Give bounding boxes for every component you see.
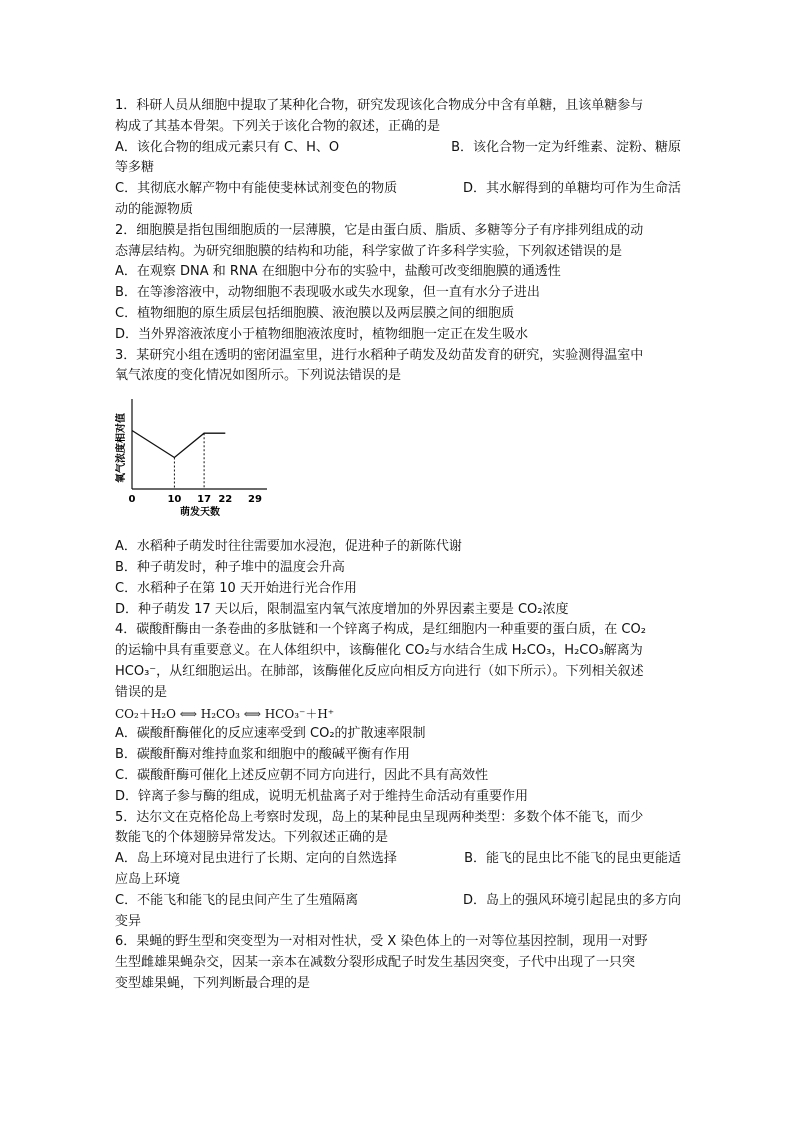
q4-equation: CO₂＋H₂O ⟺ H₂CO₃ ⟺ HCO₃⁻＋H⁺	[115, 706, 335, 721]
q2-option-b: B．在等渗溶液中，动物细胞不表现吸水或失水现象，但一直有水分子进出	[115, 285, 540, 301]
q3-option-b: B．种子萌发时，种子堆中的温度会升高	[115, 559, 345, 575]
q6-stem-line-2: 生型雌雄果蝇杂交，因某一亲本在减数分裂形成配子时发生基因突变，子代中出现了一只突	[115, 955, 636, 971]
q2-option-a: A．在观察 DNA 和 RNA 在细胞中分布的实验中，盐酸可改变细胞膜的通透性	[115, 264, 561, 280]
q4-stem-line-1: 4．碳酸酐酶由一条卷曲的多肽链和一个锌离子构成，是红细胞内一种重要的蛋白质，在 CO₂	[115, 622, 646, 638]
q2-option-c: C．植物细胞的原生质层包括细胞膜、液泡膜以及两层膜之间的细胞质	[115, 305, 515, 321]
q5-stem-line-2: 数能飞的个体翅膀异常发达。下列叙述正确的是	[115, 830, 389, 846]
question-2	[115, 221, 681, 346]
question-4	[115, 620, 681, 807]
chart-series-line	[132, 431, 225, 458]
q5-option-b-cont: 应岛上环境	[115, 871, 181, 887]
q4-option-a: A．碳酸酐酶催化的反应速率受到 CO₂的扩散速率限制	[115, 726, 426, 742]
q2-stem-line-2: 态薄层结构。为研究细胞膜的结构和功能，科学家做了许多科学实验，下列叙述错误的是	[115, 243, 623, 259]
oxygen-chart	[115, 393, 275, 523]
q1-options-cd	[115, 179, 681, 200]
q4-stem-line-4: 错误的是	[115, 684, 168, 700]
q4-option-c: C．碳酸酐酶可催化上述反应朝不同方向进行，因此不具有高效性	[115, 767, 489, 783]
q2-stem-line-1: 2．细胞膜是指包围细胞质的一层薄膜，它是由蛋白质、脂质、多糖等分子有序排列组成的动	[115, 222, 644, 238]
q3-stem-line-1: 3．某研究小组在透明的密闭温室里，进行水稻种子萌发及幼苗发育的研究，实验测得温室中	[115, 347, 644, 363]
q3-option-c: C．水稻种子在第 10 天开始进行光合作用	[115, 580, 357, 596]
q5-options-ab	[115, 849, 681, 870]
q6-stem-line-3: 变型雄果蝇，下列判断最合理的是	[115, 975, 311, 991]
q1-option-d: D．其水解得到的单糖均可作为生命活	[462, 181, 681, 197]
q5-option-a: A．岛上环境对昆虫进行了长期、定向的自然选择	[115, 851, 397, 867]
q4-option-b: B．碳酸酐酶对维持血浆和细胞中的酸碱平衡有作用	[115, 747, 410, 763]
question-list	[115, 96, 681, 995]
chart-x-axis-label: 萌发天数	[180, 507, 220, 519]
q4-stem-line-2: 的运输中具有重要意义。在人体组织中，该酶催化 CO₂与水结合生成 H₂CO₃，H₂CO₃解离为	[115, 643, 643, 659]
q3-option-d: D．种子萌发 17 天以后，限制温室内氧气浓度增加的外界因素主要是 CO₂浓度	[115, 601, 569, 617]
q1-stem-line-1: 1．科研人员从细胞中提取了某种化合物，研究发现该化合物成分中含有单糖，且该单糖参与	[115, 98, 644, 113]
q3-option-a: A．水稻种子萌发时往往需要加水浸泡，促进种子的新陈代谢	[115, 539, 462, 555]
q3-stem-line-2: 氧气浓度的变化情况如图所示。下列说法错误的是	[115, 368, 402, 384]
q5-options-cd	[115, 891, 681, 912]
question-5	[115, 808, 681, 933]
q5-option-c: C．不能飞和能飞的昆虫间产生了生殖隔离	[115, 892, 359, 908]
q5-stem-line-1: 5．达尔文在克格伦岛上考察时发现，岛上的某种昆虫呈现两种类型：多数个体不能飞，而少	[115, 809, 644, 825]
q5-option-b: B．能飞的昆虫比不能飞的昆虫更能适	[464, 851, 681, 867]
q5-option-d-cont: 变异	[115, 913, 142, 929]
chart-x-tick-label: 10	[167, 494, 182, 506]
chart-y-axis-label: 氧气浓度相对值	[116, 413, 127, 484]
q1-option-b: B．该化合物一定为纤维素、淀粉、糖原	[451, 139, 681, 155]
chart-x-tick-label: 29	[248, 494, 262, 506]
question-6	[115, 932, 681, 994]
chart-x-tick-label: 17	[197, 494, 212, 506]
q4-stem-line-3: HCO₃⁻，从红细胞运出。在肺部，该酶催化反应向相反方向进行（如下所示）。下列相关叙述	[115, 663, 644, 679]
question-3	[115, 346, 681, 621]
chart-x-tick-label: 0	[128, 494, 136, 506]
q2-option-d: D．当外界溶液浓度小于植物细胞液浓度时，植物细胞一定正在发生吸水	[115, 326, 529, 342]
oxygen-chart-svg	[115, 393, 275, 523]
q1-option-d-cont: 动的能源物质	[115, 201, 194, 217]
q1-option-a: A．该化合物的组成元素只有 C、H、O	[115, 139, 340, 155]
q1-stem-line-2: 构成了其基本骨架。下列关于该化合物的叙述，正确的是	[115, 118, 441, 134]
q6-stem-line-1: 6．果蝇的野生型和突变型为一对相对性状，受 X 染色体上的一对等位基因控制，现用一对野	[115, 934, 648, 950]
chart-x-tick-label: 22	[218, 494, 233, 506]
q1-option-c: C．其彻底水解产物中有能使斐林试剂变色的物质	[115, 181, 398, 197]
q5-option-d: D．岛上的强风环境引起昆虫的多方向	[462, 892, 681, 908]
q1-options-ab	[115, 138, 681, 159]
q1-option-b-cont: 等多糖	[115, 160, 155, 176]
q4-option-d: D．锌离子参与酶的组成，说明无机盐离子对于维持生命活动有重要作用	[115, 788, 529, 804]
question-1	[115, 96, 681, 221]
